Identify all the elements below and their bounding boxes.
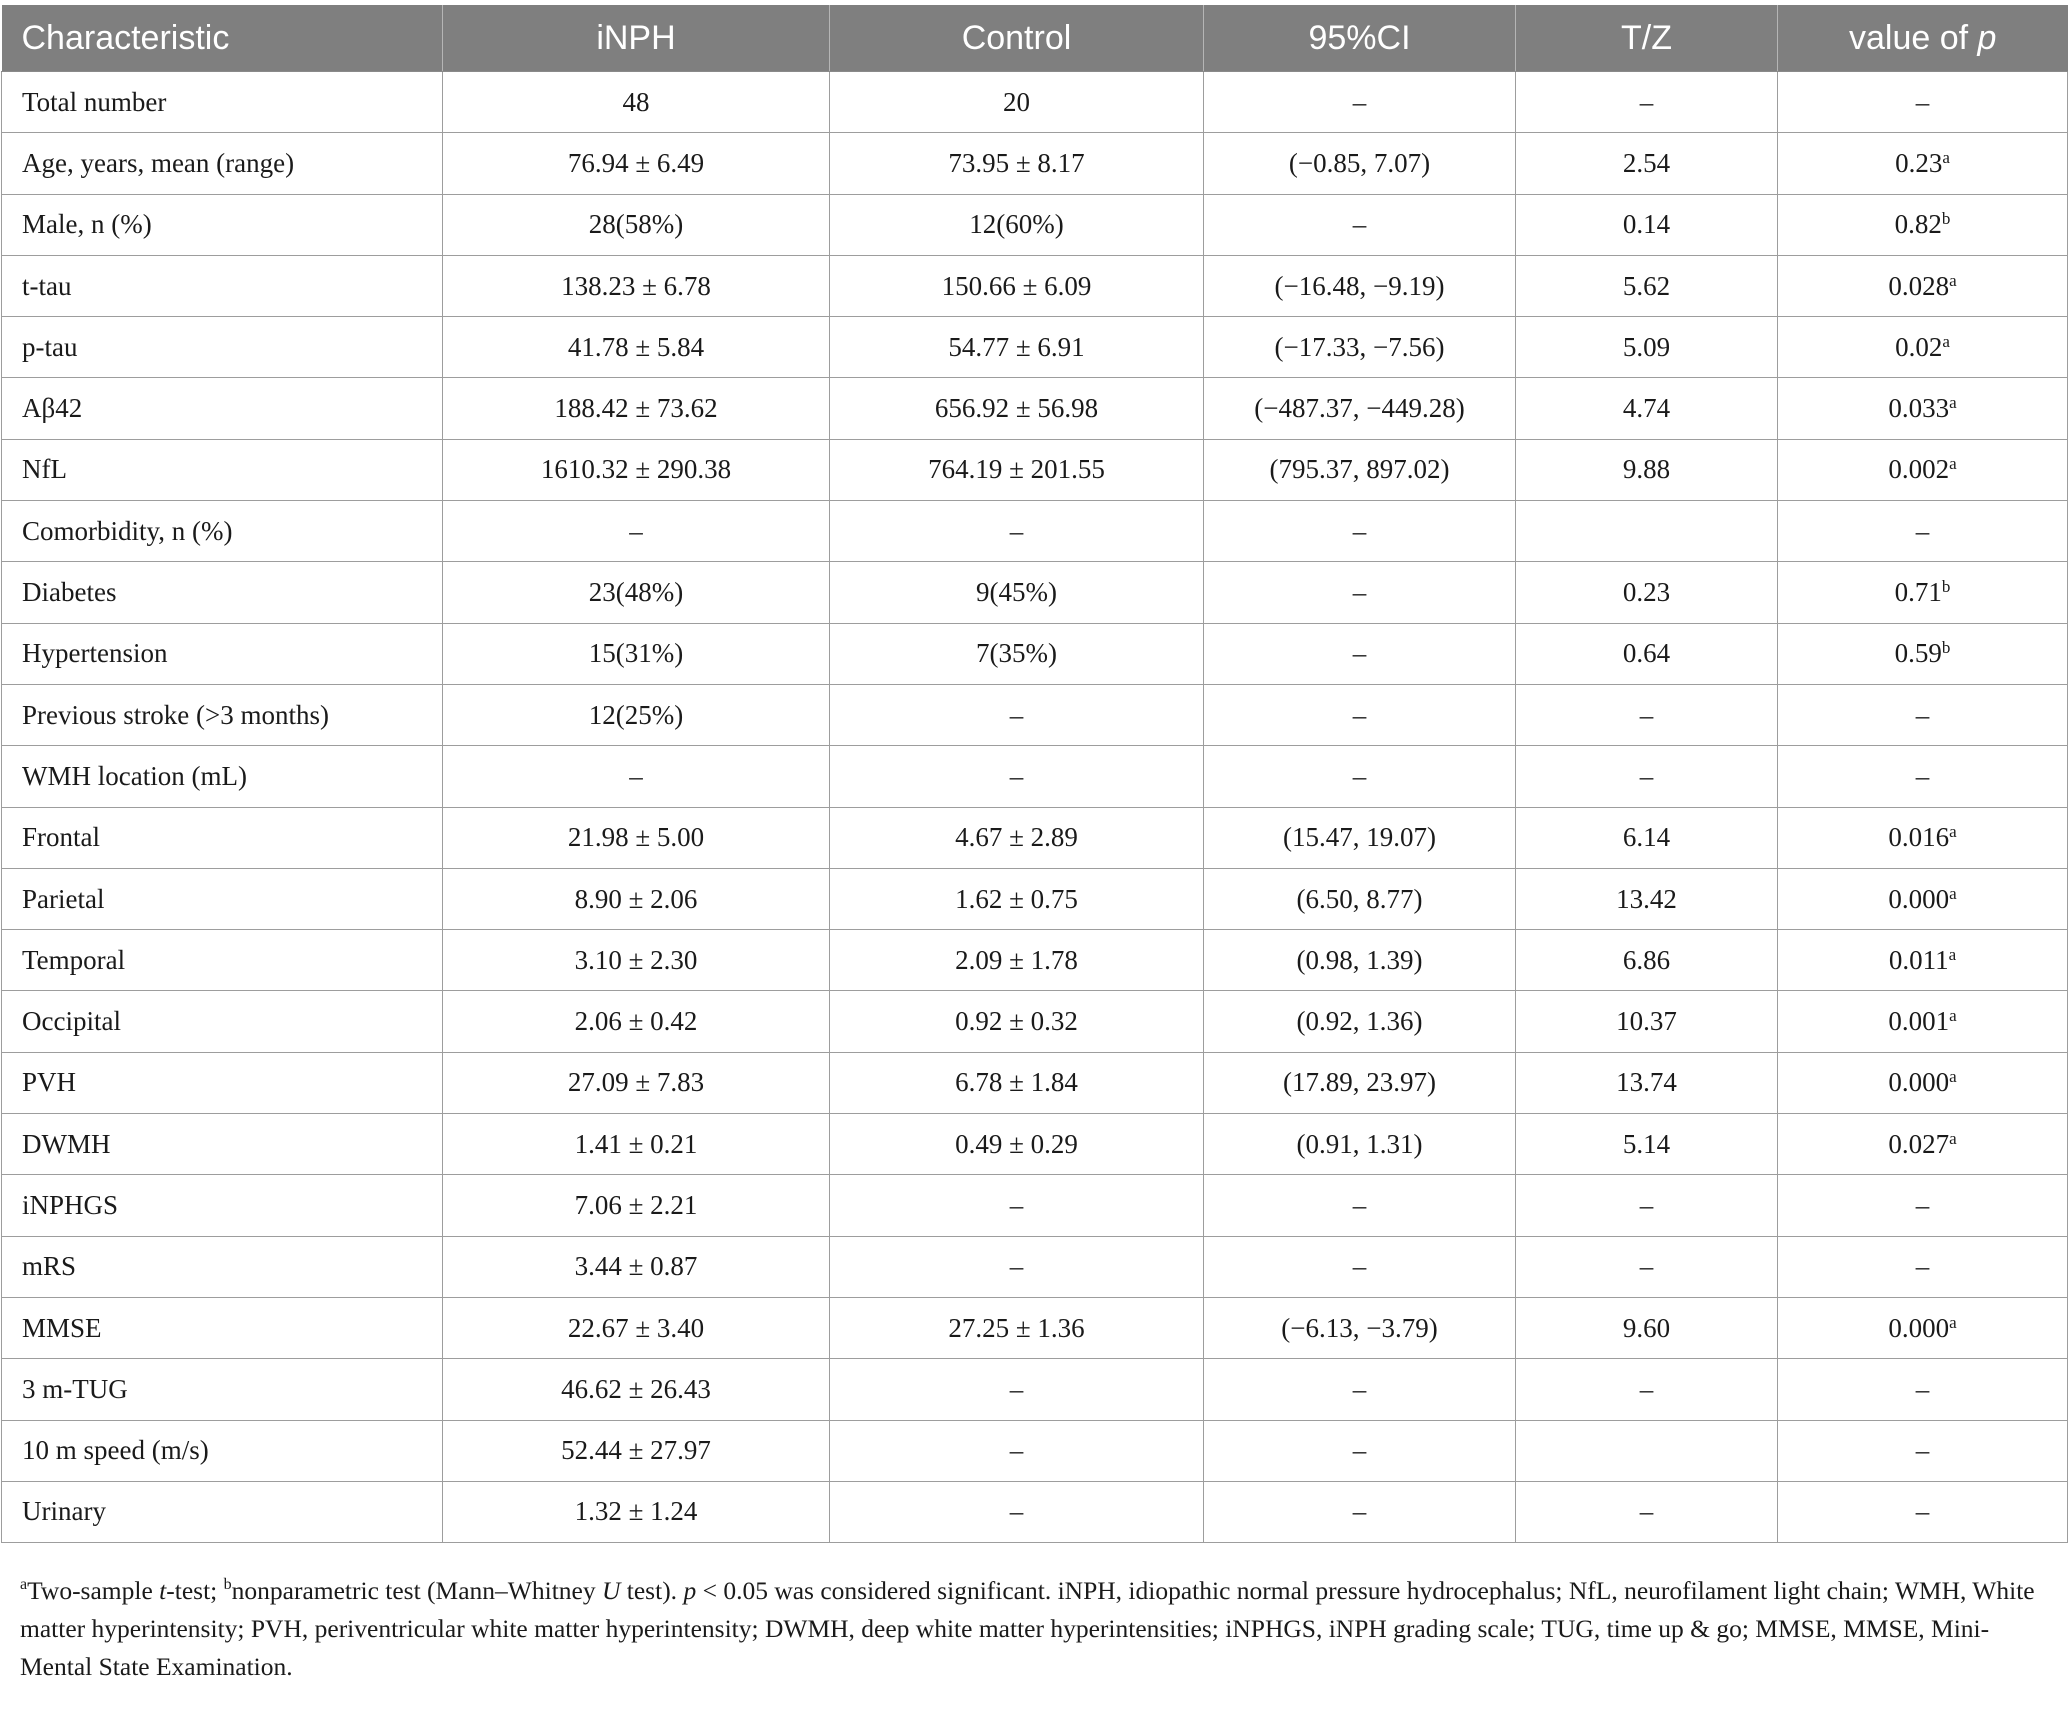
cell-control: 656.92 ± 56.98 [830, 378, 1204, 439]
cell-95ci: (−6.13, −3.79) [1204, 1297, 1516, 1358]
header-tz: T/Z [1516, 5, 1778, 72]
table-row [2, 807, 2068, 868]
cell-inph: 27.09 ± 7.83 [443, 1052, 830, 1113]
p-value-superscript: a [1949, 822, 1957, 842]
cell-tz [1516, 501, 1778, 562]
cell-95ci: – [1204, 1175, 1516, 1236]
cell-inph: 188.42 ± 73.62 [443, 378, 830, 439]
cell-95ci: (17.89, 23.97) [1204, 1052, 1516, 1113]
cell-95ci: – [1204, 562, 1516, 623]
table-row [2, 868, 2068, 929]
cell-characteristic: iNPHGS [2, 1175, 443, 1236]
cell-control: – [830, 1420, 1204, 1481]
cell-control: – [830, 1481, 1204, 1542]
cell-p-value [1778, 317, 2068, 378]
table-row [2, 133, 2068, 194]
cell-inph: 3.44 ± 0.87 [443, 1236, 830, 1297]
cell-95ci: – [1204, 72, 1516, 133]
cell-95ci: (−0.85, 7.07) [1204, 133, 1516, 194]
cell-control: – [830, 684, 1204, 745]
table-row [2, 378, 2068, 439]
cell-control: 0.49 ± 0.29 [830, 1114, 1204, 1175]
cell-characteristic: Occipital [2, 991, 443, 1052]
p-value-superscript: a [1942, 147, 1950, 167]
cell-control: 27.25 ± 1.36 [830, 1297, 1204, 1358]
cell-p-value [1778, 1175, 2068, 1236]
cell-p-value [1778, 1359, 2068, 1420]
cell-tz: – [1516, 1236, 1778, 1297]
cell-inph: 21.98 ± 5.00 [443, 807, 830, 868]
cell-95ci: (−16.48, −9.19) [1204, 255, 1516, 316]
cell-p-value [1778, 930, 2068, 991]
cell-inph: 8.90 ± 2.06 [443, 868, 830, 929]
cell-95ci: (0.98, 1.39) [1204, 930, 1516, 991]
cell-inph: 76.94 ± 6.49 [443, 133, 830, 194]
cell-characteristic: Parietal [2, 868, 443, 929]
table-row [2, 72, 2068, 133]
cell-inph: 22.67 ± 3.40 [443, 1297, 830, 1358]
cell-95ci: (−487.37, −449.28) [1204, 378, 1516, 439]
cell-control: – [830, 1359, 1204, 1420]
p-value-superscript: a [1949, 393, 1957, 413]
p-value-superscript: b [1941, 577, 1951, 597]
p-value-superscript: a [1949, 883, 1957, 903]
cell-tz: – [1516, 746, 1778, 807]
cell-p-value [1778, 378, 2068, 439]
footnote-b-text2: test). [620, 1576, 684, 1605]
cell-characteristic: Frontal [2, 807, 443, 868]
cell-95ci: – [1204, 194, 1516, 255]
cell-95ci: – [1204, 1236, 1516, 1297]
table-row [2, 1114, 2068, 1175]
cell-95ci: – [1204, 684, 1516, 745]
p-value-text: 0.02 [1895, 331, 1943, 362]
table-row [2, 1297, 2068, 1358]
table-row [2, 501, 2068, 562]
header-95ci: 95%CI [1204, 5, 1516, 72]
p-value-text: – [1915, 1251, 1930, 1282]
cell-characteristic: MMSE [2, 1297, 443, 1358]
table-row [2, 1359, 2068, 1420]
p-value-superscript: b [1941, 638, 1951, 658]
cell-tz: 13.42 [1516, 868, 1778, 929]
cell-p-value [1778, 1420, 2068, 1481]
cell-tz: – [1516, 684, 1778, 745]
table-row [2, 1481, 2068, 1542]
footnote-p-italic: p [683, 1576, 697, 1605]
cell-inph: 2.06 ± 0.42 [443, 991, 830, 1052]
footnote-a-text: Two-sample [27, 1576, 160, 1605]
cell-characteristic: 3 m-TUG [2, 1359, 443, 1420]
table-header [2, 5, 2068, 72]
cell-control: 4.67 ± 2.89 [830, 807, 1204, 868]
cell-characteristic: 10 m speed (m/s) [2, 1420, 443, 1481]
table-row [2, 623, 2068, 684]
p-value-text: 0.000 [1888, 883, 1950, 914]
table-row [2, 1236, 2068, 1297]
cell-control: 1.62 ± 0.75 [830, 868, 1204, 929]
cell-p-value [1778, 1052, 2068, 1113]
cell-p-value [1778, 255, 2068, 316]
table-row [2, 194, 2068, 255]
p-value-text: – [1915, 86, 1930, 117]
table-row [2, 684, 2068, 745]
cell-inph: – [443, 501, 830, 562]
cell-95ci: – [1204, 501, 1516, 562]
header-characteristic: Characteristic [2, 5, 443, 72]
p-value-text: 0.82 [1894, 209, 1942, 240]
header-control: Control [830, 5, 1204, 72]
footnote-sup-b: b [223, 1576, 232, 1593]
p-value-text: 0.001 [1888, 1006, 1950, 1037]
cell-tz: 6.14 [1516, 807, 1778, 868]
cell-95ci: (0.91, 1.31) [1204, 1114, 1516, 1175]
cell-tz: – [1516, 1481, 1778, 1542]
table-row [2, 1052, 2068, 1113]
cell-p-value [1778, 684, 2068, 745]
p-value-text: – [1915, 1373, 1930, 1404]
cell-characteristic: Temporal [2, 930, 443, 991]
p-value-text: 0.033 [1888, 393, 1950, 424]
cell-inph: 138.23 ± 6.78 [443, 255, 830, 316]
cell-tz: 9.88 [1516, 439, 1778, 500]
p-value-text: – [1915, 699, 1930, 730]
table-row [2, 255, 2068, 316]
cell-control: 7(35%) [830, 623, 1204, 684]
table-row [2, 317, 2068, 378]
footnote-b-italic: U [601, 1576, 621, 1605]
footnote-a-italic: t [159, 1576, 167, 1605]
p-value-text: 0.011 [1888, 944, 1949, 975]
cell-characteristic: WMH location (mL) [2, 746, 443, 807]
cell-characteristic: DWMH [2, 1114, 443, 1175]
p-value-text: – [1915, 515, 1930, 546]
cell-inph: 46.62 ± 26.43 [443, 1359, 830, 1420]
header-p-value-label: value of [1849, 18, 1978, 57]
cell-inph: 7.06 ± 2.21 [443, 1175, 830, 1236]
cell-inph: 23(48%) [443, 562, 830, 623]
header-p-italic: p [1977, 18, 1997, 57]
p-value-text: 0.016 [1888, 822, 1950, 853]
cell-control: – [830, 501, 1204, 562]
cell-95ci: (−17.33, −7.56) [1204, 317, 1516, 378]
p-value-text: – [1915, 1435, 1930, 1466]
cell-tz [1516, 1420, 1778, 1481]
cell-control: 2.09 ± 1.78 [830, 930, 1204, 991]
cell-tz: 2.54 [1516, 133, 1778, 194]
cell-characteristic: Age, years, mean (range) [2, 133, 443, 194]
cell-control: – [830, 1236, 1204, 1297]
p-value-text: – [1915, 760, 1930, 791]
cell-control: 20 [830, 72, 1204, 133]
cell-95ci: – [1204, 1420, 1516, 1481]
p-value-text: – [1915, 1189, 1930, 1220]
cell-inph: 3.10 ± 2.30 [443, 930, 830, 991]
cell-tz: 10.37 [1516, 991, 1778, 1052]
cell-tz: 0.23 [1516, 562, 1778, 623]
cell-tz: – [1516, 1175, 1778, 1236]
table-row [2, 439, 2068, 500]
cell-inph: – [443, 746, 830, 807]
p-value-superscript: a [1948, 944, 1957, 964]
table-row [2, 1420, 2068, 1481]
cell-tz: 0.14 [1516, 194, 1778, 255]
cell-control: 0.92 ± 0.32 [830, 991, 1204, 1052]
cell-control: – [830, 746, 1204, 807]
cell-tz: 9.60 [1516, 1297, 1778, 1358]
cell-tz: 5.14 [1516, 1114, 1778, 1175]
cell-characteristic: Diabetes [2, 562, 443, 623]
cell-control: 150.66 ± 6.09 [830, 255, 1204, 316]
cell-inph: 1610.32 ± 290.38 [443, 439, 830, 500]
cell-control: – [830, 1175, 1204, 1236]
cell-p-value [1778, 72, 2068, 133]
cell-95ci: – [1204, 623, 1516, 684]
cell-95ci: (0.92, 1.36) [1204, 991, 1516, 1052]
table-row [2, 930, 2068, 991]
cell-characteristic: Urinary [2, 1481, 443, 1542]
cell-95ci: – [1204, 746, 1516, 807]
cell-control: 6.78 ± 1.84 [830, 1052, 1204, 1113]
cell-tz: 0.64 [1516, 623, 1778, 684]
cell-characteristic: p-tau [2, 317, 443, 378]
cell-inph: 1.41 ± 0.21 [443, 1114, 830, 1175]
p-value-superscript: a [1942, 331, 1950, 351]
table-body [2, 72, 2068, 1543]
p-value-superscript: a [1949, 1128, 1957, 1148]
cell-inph: 28(58%) [443, 194, 830, 255]
p-value-text: – [1915, 1496, 1930, 1527]
p-value-text: 0.23 [1895, 147, 1943, 178]
cell-p-value [1778, 562, 2068, 623]
p-value-text: 0.59 [1894, 638, 1942, 669]
footnote-b-text: nonparametric test (Mann–Whitney [231, 1576, 602, 1605]
cell-tz: 13.74 [1516, 1052, 1778, 1113]
cell-95ci: (795.37, 897.02) [1204, 439, 1516, 500]
p-value-text: 0.000 [1888, 1312, 1950, 1343]
cell-p-value [1778, 501, 2068, 562]
table-row [2, 562, 2068, 623]
cell-characteristic: t-tau [2, 255, 443, 316]
characteristics-table [1, 5, 2068, 1543]
cell-control: 9(45%) [830, 562, 1204, 623]
cell-control: 12(60%) [830, 194, 1204, 255]
cell-95ci: (15.47, 19.07) [1204, 807, 1516, 868]
footnote-sup-a: a [20, 1576, 28, 1593]
cell-tz: 6.86 [1516, 930, 1778, 991]
cell-inph: 52.44 ± 27.97 [443, 1420, 830, 1481]
header-p-value [1778, 5, 2068, 72]
p-value-text: 0.028 [1888, 270, 1950, 301]
header-row [2, 5, 2068, 72]
cell-p-value [1778, 623, 2068, 684]
cell-95ci: – [1204, 1481, 1516, 1542]
cell-characteristic: Comorbidity, n (%) [2, 501, 443, 562]
cell-characteristic: PVH [2, 1052, 443, 1113]
p-value-text: 0.71 [1894, 577, 1942, 608]
p-value-superscript: a [1949, 1006, 1957, 1026]
p-value-superscript: a [1949, 454, 1957, 474]
cell-p-value [1778, 991, 2068, 1052]
p-value-superscript: b [1941, 209, 1951, 229]
cell-inph: 1.32 ± 1.24 [443, 1481, 830, 1542]
cell-tz: – [1516, 72, 1778, 133]
p-value-text: 0.000 [1888, 1067, 1950, 1098]
footnote-a-text2: -test; [166, 1576, 224, 1605]
cell-inph: 12(25%) [443, 684, 830, 745]
cell-characteristic: Hypertension [2, 623, 443, 684]
p-value-superscript: a [1949, 1067, 1957, 1087]
cell-control: 764.19 ± 201.55 [830, 439, 1204, 500]
cell-characteristic: Total number [2, 72, 443, 133]
p-value-superscript: a [1949, 1312, 1957, 1332]
cell-characteristic: NfL [2, 439, 443, 500]
table-footnote [20, 1572, 2040, 1686]
cell-characteristic: Aβ42 [2, 378, 443, 439]
table-row [2, 746, 2068, 807]
cell-characteristic: Male, n (%) [2, 194, 443, 255]
cell-p-value [1778, 1297, 2068, 1358]
cell-tz: 5.62 [1516, 255, 1778, 316]
cell-p-value [1778, 746, 2068, 807]
cell-p-value [1778, 1114, 2068, 1175]
table-row [2, 991, 2068, 1052]
cell-95ci: (6.50, 8.77) [1204, 868, 1516, 929]
p-value-superscript: a [1949, 270, 1957, 290]
cell-p-value [1778, 133, 2068, 194]
p-value-text: 0.027 [1888, 1128, 1950, 1159]
table-row [2, 1175, 2068, 1236]
p-value-text: 0.002 [1888, 454, 1950, 485]
cell-p-value [1778, 439, 2068, 500]
cell-p-value [1778, 194, 2068, 255]
cell-p-value [1778, 807, 2068, 868]
header-inph: iNPH [443, 5, 830, 72]
cell-characteristic: Previous stroke (>3 months) [2, 684, 443, 745]
cell-control: 54.77 ± 6.91 [830, 317, 1204, 378]
cell-p-value [1778, 1236, 2068, 1297]
cell-tz: 5.09 [1516, 317, 1778, 378]
cell-inph: 41.78 ± 5.84 [443, 317, 830, 378]
cell-inph: 48 [443, 72, 830, 133]
cell-characteristic: mRS [2, 1236, 443, 1297]
cell-p-value [1778, 868, 2068, 929]
cell-95ci: – [1204, 1359, 1516, 1420]
cell-control: 73.95 ± 8.17 [830, 133, 1204, 194]
cell-tz: 4.74 [1516, 378, 1778, 439]
cell-inph: 15(31%) [443, 623, 830, 684]
cell-p-value [1778, 1481, 2068, 1542]
footnote-rest: < 0.05 was considered significant. iNPH, idiopathic normal pressure hydrocephalus; NfL, neurofilament light chain; WMH, White matter hyperintensity; PVH, periventricular white matter hyperintensity; DWMH, deep white matter hyperintensities; iNPHGS, iNPH grading scale; TUG, time up & go; MMSE, MMSE, Mini-Mental State Examination. [20, 1576, 2035, 1681]
cell-tz: – [1516, 1359, 1778, 1420]
